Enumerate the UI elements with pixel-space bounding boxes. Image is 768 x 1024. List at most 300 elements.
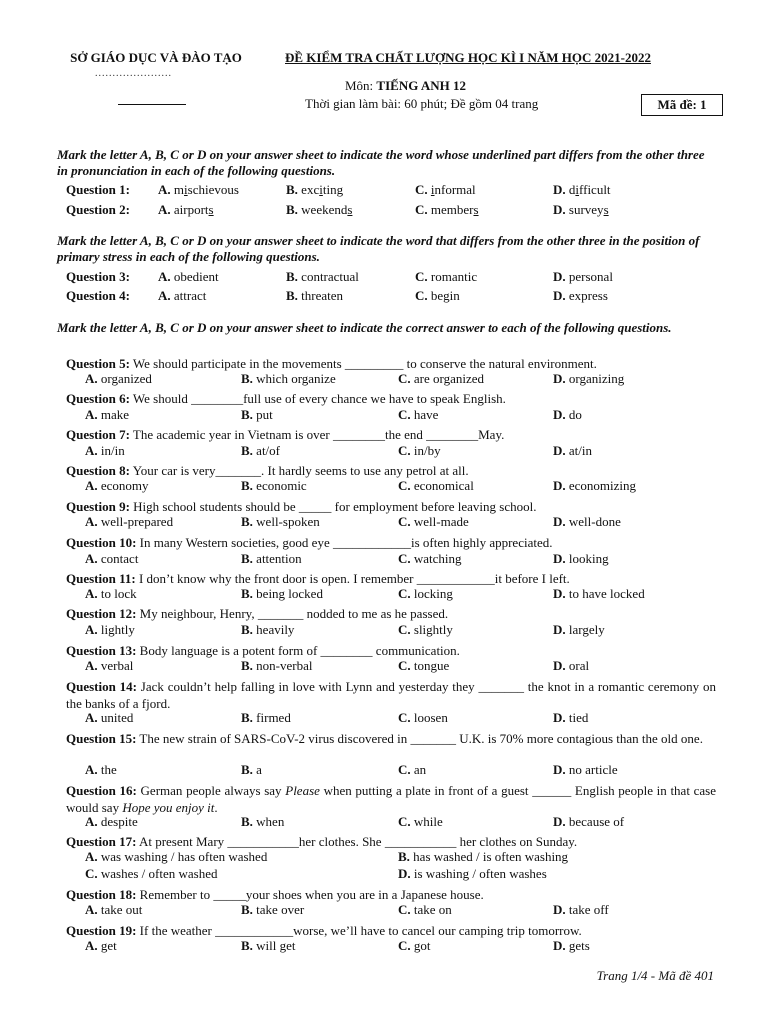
option-letter: C. xyxy=(398,814,411,829)
question-stem xyxy=(66,605,716,622)
question-stem xyxy=(66,570,716,587)
answer-option xyxy=(85,762,117,778)
option-text: schievous xyxy=(187,182,239,197)
question-text-italic: Please xyxy=(285,783,320,798)
option-letter: B. xyxy=(241,622,253,637)
option-text: take over xyxy=(256,902,305,917)
option-text: firmed xyxy=(256,710,291,725)
question-text: when putting a plate in front of a guest ______ English people in that case would say xyxy=(66,783,716,815)
answer-option xyxy=(85,814,138,830)
option-letter: D. xyxy=(553,658,566,673)
option-letter: B. xyxy=(241,658,253,673)
answer-option xyxy=(85,622,135,638)
option-letter: C. xyxy=(398,762,411,777)
option-text: was washing / has often washed xyxy=(100,849,268,864)
option-text: heavily xyxy=(256,622,295,637)
answer-option xyxy=(553,288,608,304)
answer-option xyxy=(85,866,218,882)
answer-option xyxy=(241,371,336,387)
option-letter: A. xyxy=(158,288,171,303)
answer-option xyxy=(398,938,431,954)
answer-option xyxy=(85,586,137,602)
question-text: At present Mary ___________her clothes. She ___________ her clothes on Sunday. xyxy=(136,834,578,849)
answer-option xyxy=(553,182,611,198)
option-letter: D. xyxy=(553,182,566,197)
answer-option xyxy=(158,202,214,218)
option-text: well-done xyxy=(568,514,621,529)
option-text: economy xyxy=(100,478,149,493)
answer-option xyxy=(85,443,125,459)
answer-option xyxy=(553,478,636,494)
option-text: while xyxy=(413,814,443,829)
answer-option xyxy=(85,849,267,865)
option-letter: A. xyxy=(85,938,98,953)
question-number: Question 1: xyxy=(66,182,130,197)
option-text: looking xyxy=(568,551,609,566)
answer-option xyxy=(553,814,624,830)
exam-code-box: Mã đề: 1 xyxy=(641,94,723,116)
option-text: survey xyxy=(568,202,604,217)
option-text: is washing / often washes xyxy=(413,866,547,881)
option-letter: B. xyxy=(241,551,253,566)
option-letter: C. xyxy=(415,288,428,303)
answer-option xyxy=(286,182,343,198)
option-letter: C. xyxy=(398,938,411,953)
answer-option xyxy=(415,288,460,304)
option-text: begin xyxy=(430,288,460,303)
option-text: get xyxy=(100,938,117,953)
option-text: slightly xyxy=(413,622,453,637)
option-text: because of xyxy=(568,814,625,829)
option-text: are organized xyxy=(413,371,485,386)
question-number: Question 18: xyxy=(66,887,137,902)
option-text: oral xyxy=(568,658,590,673)
answer-option xyxy=(415,182,476,198)
answer-option xyxy=(241,710,291,726)
underlined-part: i xyxy=(430,182,435,197)
option-letter: D. xyxy=(553,514,566,529)
answer-option xyxy=(241,622,294,638)
option-text: personal xyxy=(568,269,613,284)
option-text: a xyxy=(256,762,262,777)
answer-option xyxy=(398,866,547,882)
option-text: do xyxy=(568,407,582,422)
option-letter: B. xyxy=(241,478,253,493)
option-letter: C. xyxy=(415,182,428,197)
option-text: gets xyxy=(568,938,590,953)
option-letter: B. xyxy=(241,586,253,601)
option-letter: D. xyxy=(553,762,566,777)
option-text: watching xyxy=(413,551,462,566)
option-text: weekend xyxy=(301,202,348,217)
option-letter: A. xyxy=(158,269,171,284)
option-text: at/in xyxy=(568,443,592,458)
option-letter: B. xyxy=(241,407,253,422)
option-letter: C. xyxy=(398,407,411,422)
option-letter: A. xyxy=(85,622,98,637)
option-letter: D. xyxy=(553,622,566,637)
question-number: Question 12: xyxy=(66,606,137,621)
option-letter: B. xyxy=(241,443,253,458)
option-text: lightly xyxy=(100,622,135,637)
answer-option xyxy=(398,443,441,459)
answer-option xyxy=(398,586,453,602)
page-footer: Trang 1/4 - Mã đề 401 xyxy=(596,968,714,983)
option-letter: A. xyxy=(85,586,98,601)
answer-option xyxy=(241,902,304,918)
option-letter: D. xyxy=(553,814,566,829)
option-letter: C. xyxy=(415,202,428,217)
question-stem xyxy=(66,462,716,479)
answer-option xyxy=(553,371,624,387)
answer-option xyxy=(241,551,302,567)
question-number: Question 14: xyxy=(66,679,137,694)
question-number: Question 2: xyxy=(66,202,130,217)
answer-option xyxy=(553,762,618,778)
option-text: well-spoken xyxy=(256,514,320,529)
option-text: tied xyxy=(568,710,589,725)
answer-option xyxy=(158,182,239,198)
option-text: non-verbal xyxy=(256,658,313,673)
answer-option xyxy=(398,514,469,530)
option-letter: D. xyxy=(553,586,566,601)
option-text: got xyxy=(413,938,431,953)
question-number: Question 5: xyxy=(66,356,130,371)
option-text: economizing xyxy=(568,478,637,493)
answer-option xyxy=(286,269,359,285)
answer-option xyxy=(85,710,133,726)
answer-option xyxy=(241,938,296,954)
option-text: threaten xyxy=(301,288,344,303)
subject-name: TIẾNG ANH 12 xyxy=(376,78,466,93)
question-number: Question 4: xyxy=(66,288,130,303)
option-text: put xyxy=(256,407,273,422)
question-stem xyxy=(66,833,716,850)
question-number: Question 9: xyxy=(66,499,130,514)
option-letter: D. xyxy=(553,478,566,493)
answer-option xyxy=(85,658,133,674)
question-number: Question 16: xyxy=(66,783,137,798)
option-letter: D. xyxy=(553,407,566,422)
answer-option xyxy=(85,938,117,954)
question-text: Body language is a potent form of ________ communication. xyxy=(136,643,460,658)
option-letter: A. xyxy=(85,371,98,386)
option-letter: D. xyxy=(553,269,566,284)
answer-option xyxy=(398,849,568,865)
question-text: The new strain of SARS-CoV-2 virus discovered in _______ U.K. is 70% more contagious than the old one. xyxy=(136,731,703,746)
option-letter: D. xyxy=(398,866,411,881)
question-number: Question 7: xyxy=(66,427,130,442)
option-letter: C. xyxy=(398,551,411,566)
option-letter: C. xyxy=(398,371,411,386)
option-text: being locked xyxy=(256,586,323,601)
question-text: . xyxy=(214,800,218,815)
option-text: m xyxy=(173,182,185,197)
answer-option xyxy=(241,478,307,494)
question-number: Question 6: xyxy=(66,391,130,406)
question-text: In many Western societies, good eye ____________is often highly appreciated. xyxy=(136,535,553,550)
option-text: express xyxy=(568,288,608,303)
option-text: attention xyxy=(256,551,302,566)
answer-option xyxy=(241,443,280,459)
option-letter: B. xyxy=(241,902,253,917)
option-text: despite xyxy=(100,814,138,829)
option-text: have xyxy=(413,407,439,422)
answer-option xyxy=(158,288,206,304)
answer-option xyxy=(286,288,343,304)
option-letter: B. xyxy=(286,182,298,197)
option-text: fficult xyxy=(579,182,611,197)
option-letter: C. xyxy=(398,658,411,673)
question-text: We should ________full use of every chance we have to speak English. xyxy=(129,391,506,406)
question-text: My neighbour, Henry, _______ nodded to me as he passed. xyxy=(136,606,449,621)
option-letter: C. xyxy=(398,478,411,493)
option-letter: A. xyxy=(158,182,171,197)
option-text: take out xyxy=(100,902,143,917)
answer-option xyxy=(241,658,312,674)
instruction-pronunciation: Mark the letter A, B, C or D on your answer sheet to indicate the word whose underlined part differs from the other three in pronunciation in each of the following questions. xyxy=(57,147,705,178)
answer-option xyxy=(553,710,588,726)
answer-option xyxy=(85,902,142,918)
option-letter: A. xyxy=(85,849,98,864)
option-text: take off xyxy=(568,902,609,917)
answer-option xyxy=(241,814,284,830)
option-letter: A. xyxy=(85,478,98,493)
question-number: Question 8: xyxy=(66,463,130,478)
answer-option xyxy=(241,514,320,530)
option-letter: B. xyxy=(241,371,253,386)
question-stem xyxy=(66,730,716,747)
question-number: Question 13: xyxy=(66,643,137,658)
option-text: obedient xyxy=(173,269,219,284)
option-text: to have locked xyxy=(568,586,645,601)
option-text: in/by xyxy=(413,443,441,458)
option-text: contact xyxy=(100,551,139,566)
answer-option xyxy=(398,371,484,387)
option-letter: B. xyxy=(241,710,253,725)
question-text-italic: Hope you enjoy it xyxy=(122,800,215,815)
question-text: We should participate in the movements _________ to conserve the natural environment. xyxy=(129,356,597,371)
answer-option xyxy=(241,762,262,778)
option-letter: D. xyxy=(553,902,566,917)
option-letter: B. xyxy=(398,849,410,864)
option-text: largely xyxy=(568,622,605,637)
answer-option xyxy=(398,478,474,494)
option-letter: A. xyxy=(85,762,98,777)
answer-option xyxy=(398,622,453,638)
option-letter: C. xyxy=(398,902,411,917)
question-number: Question 10: xyxy=(66,535,137,550)
option-text: organized xyxy=(100,371,152,386)
answer-option xyxy=(158,269,219,285)
option-text: verbal xyxy=(100,658,134,673)
option-letter: C. xyxy=(398,514,411,529)
subject-label: Môn: xyxy=(345,78,374,93)
option-text: contractual xyxy=(301,269,359,284)
option-text: member xyxy=(430,202,474,217)
question-text: German people always say xyxy=(136,783,286,798)
option-letter: A. xyxy=(85,443,98,458)
answer-option xyxy=(398,710,448,726)
option-letter: C. xyxy=(398,622,411,637)
subject-line xyxy=(345,78,466,94)
department-name: SỞ GIÁO DỤC VÀ ĐÀO TẠO xyxy=(70,50,242,65)
option-letter: A. xyxy=(85,551,98,566)
option-text: washes / often washed xyxy=(100,866,218,881)
option-letter: C. xyxy=(398,443,411,458)
option-text: well-prepared xyxy=(100,514,174,529)
answer-option xyxy=(553,586,645,602)
question-text: I don’t know why the front door is open. I remember ____________it before I left. xyxy=(135,571,570,586)
option-letter: A. xyxy=(85,902,98,917)
answer-option xyxy=(286,202,352,218)
option-letter: C. xyxy=(415,269,428,284)
answer-option xyxy=(553,514,621,530)
option-letter: D. xyxy=(553,371,566,386)
question-text: If the weather ____________worse, we’ll have to cancel our camping trip tomorrow. xyxy=(136,923,582,938)
answer-option xyxy=(85,407,129,423)
answer-option xyxy=(553,269,613,285)
question-stem xyxy=(66,498,716,515)
option-text: nformal xyxy=(434,182,476,197)
option-text: ting xyxy=(322,182,344,197)
option-text: at/of xyxy=(256,443,280,458)
option-letter: A. xyxy=(85,658,98,673)
option-letter: C. xyxy=(398,710,411,725)
option-text: make xyxy=(100,407,130,422)
answer-option xyxy=(553,658,589,674)
option-text: when xyxy=(256,814,285,829)
question-number: Question 19: xyxy=(66,923,137,938)
question-text: Remember to _____your shoes when you are in a Japanese house. xyxy=(136,887,484,902)
option-letter: A. xyxy=(158,202,171,217)
option-text: economical xyxy=(413,478,474,493)
answer-option xyxy=(553,938,590,954)
option-text: to lock xyxy=(100,586,137,601)
option-text: no article xyxy=(568,762,618,777)
question-stem xyxy=(66,678,716,712)
option-letter: B. xyxy=(286,288,298,303)
question-stem xyxy=(66,426,716,443)
option-letter: B. xyxy=(241,514,253,529)
question-number: Question 17: xyxy=(66,834,137,849)
question-text: Jack couldn’t help falling in love with Lynn and yesterday they _______ the knot in a romantic ceremony on the banks of a fjord. xyxy=(66,679,716,711)
option-letter: B. xyxy=(241,762,253,777)
answer-option xyxy=(241,586,323,602)
option-text: well-made xyxy=(413,514,469,529)
option-text: romantic xyxy=(430,269,478,284)
option-text: the xyxy=(100,762,117,777)
option-letter: A. xyxy=(85,514,98,529)
answer-option xyxy=(398,762,426,778)
option-text: loosen xyxy=(413,710,448,725)
option-letter: A. xyxy=(85,407,98,422)
option-letter: A. xyxy=(85,710,98,725)
answer-option xyxy=(553,551,609,567)
answer-option xyxy=(398,814,443,830)
option-text: locking xyxy=(413,586,453,601)
underlined-part: s xyxy=(347,202,353,217)
question-stem xyxy=(66,390,716,407)
option-letter: D. xyxy=(553,288,566,303)
option-letter: B. xyxy=(286,202,298,217)
option-letter: D. xyxy=(553,202,566,217)
question-number: Question 11: xyxy=(66,571,136,586)
underlined-part: i xyxy=(575,182,580,197)
option-letter: B. xyxy=(286,269,298,284)
question-stem xyxy=(66,355,716,372)
underlined-part: i xyxy=(319,182,323,197)
exam-title: ĐỀ KIỂM TRA CHẤT LƯỢNG HỌC KÌ I NĂM HỌC 2021-2022 xyxy=(285,50,651,65)
option-text: attract xyxy=(173,288,207,303)
underlined-part: s xyxy=(208,202,214,217)
underlined-part: s xyxy=(603,202,609,217)
question-stem xyxy=(66,782,716,816)
option-text: exc xyxy=(301,182,320,197)
answer-option xyxy=(553,407,582,423)
answer-option xyxy=(398,407,438,423)
option-text: d xyxy=(568,182,576,197)
dotted-line: ...................... xyxy=(95,68,172,79)
question-stem xyxy=(66,886,716,903)
answer-option xyxy=(85,514,173,530)
question-text: The academic year in Vietnam is over ________the end ________May. xyxy=(129,427,505,442)
question-stem xyxy=(66,534,716,551)
answer-option xyxy=(553,902,609,918)
instruction-correct-answer: Mark the letter A, B, C or D on your answer sheet to indicate the correct answer to each of the following questions. xyxy=(57,320,672,335)
answer-option xyxy=(553,202,609,218)
option-text: will get xyxy=(256,938,296,953)
answer-option xyxy=(553,622,605,638)
answer-option xyxy=(398,902,452,918)
answer-option xyxy=(398,551,462,567)
option-text: organizing xyxy=(568,371,625,386)
question-stem xyxy=(66,642,716,659)
question-text: Your car is very_______. It hardly seems to use any petrol at all. xyxy=(129,463,469,478)
option-text: an xyxy=(413,762,427,777)
option-text: economic xyxy=(256,478,307,493)
option-letter: A. xyxy=(85,814,98,829)
option-text: which organize xyxy=(256,371,336,386)
answer-option xyxy=(553,443,592,459)
time-info: Thời gian làm bài: 60 phút; Đề gồm 04 trang xyxy=(305,96,539,111)
option-letter: D. xyxy=(553,938,566,953)
option-text: in/in xyxy=(100,443,125,458)
option-letter: D. xyxy=(553,443,566,458)
answer-option xyxy=(85,551,138,567)
answer-option xyxy=(415,202,479,218)
underlined-part: s xyxy=(473,202,479,217)
answer-option xyxy=(85,371,152,387)
option-text: tongue xyxy=(413,658,450,673)
question-stem xyxy=(66,922,716,939)
option-text: united xyxy=(100,710,134,725)
answer-option xyxy=(85,478,149,494)
question-text: High school students should be _____ for employment before leaving school. xyxy=(129,499,537,514)
question-number: Question 3: xyxy=(66,269,130,284)
option-text: airport xyxy=(173,202,209,217)
option-letter: D. xyxy=(553,551,566,566)
underlined-part: i xyxy=(184,182,188,197)
answer-option xyxy=(241,407,273,423)
option-letter: B. xyxy=(241,938,253,953)
answer-option xyxy=(398,658,449,674)
option-letter: D. xyxy=(553,710,566,725)
option-text: take on xyxy=(413,902,452,917)
divider xyxy=(118,104,186,105)
option-letter: C. xyxy=(85,866,98,881)
question-number: Question 15: xyxy=(66,731,137,746)
